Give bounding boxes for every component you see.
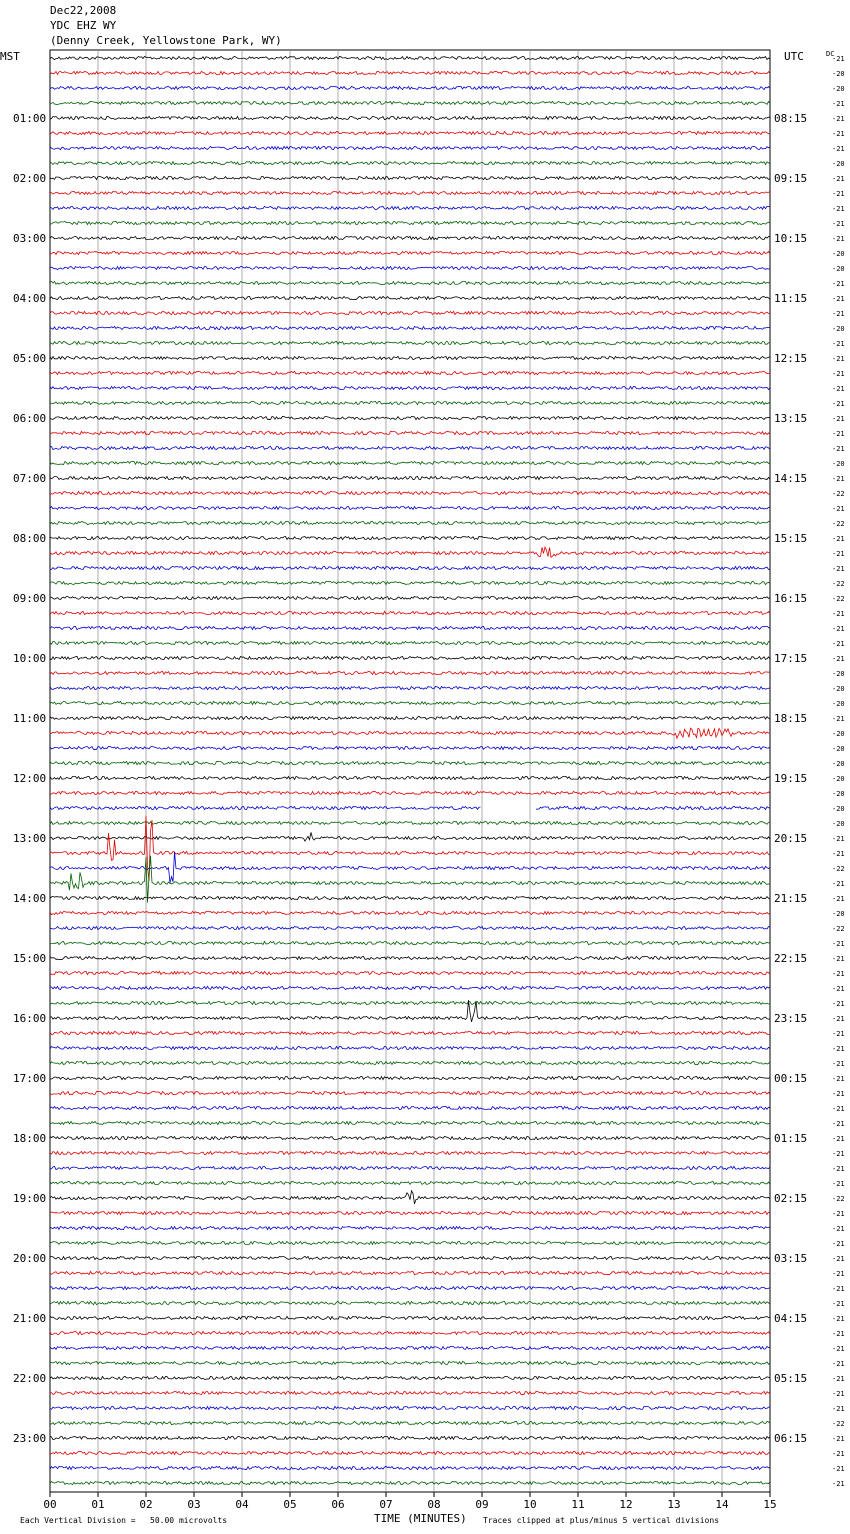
x-tick-label: 04 <box>235 1498 249 1511</box>
dc-offset-label: -21 <box>832 1285 845 1293</box>
left-hour-label: 19:00 <box>13 1192 47 1205</box>
dc-offset-label: -20 <box>832 250 845 258</box>
trace-row <box>50 1466 770 1469</box>
left-hour-label: 03:00 <box>13 232 47 245</box>
x-tick-label: 00 <box>43 1498 57 1511</box>
trace-row <box>50 71 770 74</box>
right-hour-label: 01:15 <box>774 1132 808 1145</box>
trace-row <box>50 656 770 659</box>
trace-row <box>50 1136 770 1139</box>
dc-offset-label: -22 <box>832 1195 845 1203</box>
trace-row <box>50 356 770 359</box>
x-tick-label: 07 <box>379 1498 393 1511</box>
trace-row <box>50 221 770 224</box>
trace-row <box>50 1286 770 1289</box>
dc-offset-label: -21 <box>832 370 845 378</box>
dc-offset-label: -21 <box>832 1000 845 1008</box>
trace-row <box>50 1391 770 1394</box>
trace-row <box>50 281 770 284</box>
right-hour-label: 22:15 <box>774 952 808 965</box>
dc-offset-label: -21 <box>832 1060 845 1068</box>
dc-offset-label: -21 <box>832 415 845 423</box>
dc-offset-label: -21 <box>832 130 845 138</box>
dc-offset-label: -21 <box>832 1435 845 1443</box>
dc-offset-label: -21 <box>832 1270 845 1278</box>
trace-row <box>50 1346 770 1349</box>
trace-row <box>50 1046 770 1049</box>
left-hour-label: 01:00 <box>13 112 47 125</box>
dc-offset-label: -21 <box>832 895 845 903</box>
x-tick-label: 11 <box>571 1498 585 1511</box>
trace-row <box>50 1226 770 1229</box>
trace-row <box>50 1091 770 1094</box>
trace-row <box>50 791 770 794</box>
dc-offset-label: -21 <box>832 115 845 123</box>
trace-row <box>50 401 770 404</box>
trace-row <box>50 296 770 299</box>
x-axis-label: TIME (MINUTES) <box>374 1512 467 1525</box>
trace-row <box>50 1061 770 1064</box>
trace-row <box>50 101 770 104</box>
dc-offset-label: -21 <box>832 1135 845 1143</box>
trace-row <box>50 311 770 314</box>
trace-row <box>50 832 770 841</box>
right-hour-label: 11:15 <box>774 292 808 305</box>
dc-offset-label: -21 <box>832 220 845 228</box>
dc-offset-label: -21 <box>832 295 845 303</box>
dc-offset-label: -20 <box>832 685 845 693</box>
dc-offset-label: -21 <box>832 1405 845 1413</box>
trace-row <box>50 566 770 569</box>
dc-offset-label: -22 <box>832 595 845 603</box>
dc-offset-label: -20 <box>832 775 845 783</box>
trace-row <box>50 251 770 254</box>
left-hour-label: 18:00 <box>13 1132 47 1145</box>
dc-offset-label: -22 <box>832 520 845 528</box>
trace-row <box>50 131 770 134</box>
dc-offset-label: -21 <box>832 1390 845 1398</box>
trace-row <box>50 1181 770 1184</box>
dc-offset-label: -21 <box>832 1480 845 1488</box>
dc-offset-label: -21 <box>832 1255 845 1263</box>
left-hour-label: 11:00 <box>13 712 47 725</box>
dc-offset-label: -21 <box>832 640 845 648</box>
trace-row <box>50 701 770 704</box>
trace-row <box>50 761 770 764</box>
dc-offset-label: -21 <box>832 235 845 243</box>
dc-offset-label: -20 <box>832 460 845 468</box>
dc-offset-label: -21 <box>832 1300 845 1308</box>
trace-row <box>50 1241 770 1244</box>
trace-row <box>50 1361 770 1364</box>
right-hour-label: 16:15 <box>774 592 808 605</box>
left-hour-label: 05:00 <box>13 352 47 365</box>
left-hour-label: 10:00 <box>13 652 47 665</box>
trace-row <box>50 821 770 824</box>
trace-row <box>50 956 770 959</box>
left-hour-label: 16:00 <box>13 1012 47 1025</box>
trace-row <box>50 776 770 779</box>
dc-offset-label: -21 <box>832 655 845 663</box>
trace-row <box>50 446 770 449</box>
trace-row <box>50 856 770 903</box>
dc-offset-label: -20 <box>832 805 845 813</box>
trace-row <box>50 746 770 749</box>
trace-row <box>50 986 770 989</box>
dc-offset-label: -21 <box>832 1360 845 1368</box>
right-hour-label: 15:15 <box>774 532 808 545</box>
right-timezone: UTC <box>784 50 804 63</box>
dc-offset-label: -21 <box>832 340 845 348</box>
dc-offset-label: -21 <box>832 1030 845 1038</box>
dc-offset-label: -22 <box>832 865 845 873</box>
trace-row <box>50 206 770 209</box>
dc-offset-label: -21 <box>832 1240 845 1248</box>
trace-row <box>50 1406 770 1409</box>
dc-offset-label: -21 <box>832 445 845 453</box>
left-hour-label: 23:00 <box>13 1432 47 1445</box>
trace-row <box>50 1271 770 1274</box>
trace-row <box>50 386 770 389</box>
dc-offset-label: -21 <box>832 1210 845 1218</box>
station-location: (Denny Creek, Yellowstone Park, WY) <box>50 34 282 47</box>
dc-offset-label: -21 <box>832 1015 845 1023</box>
x-tick-label: 09 <box>475 1498 489 1511</box>
right-hour-label: 14:15 <box>774 472 808 485</box>
left-hour-label: 07:00 <box>13 472 47 485</box>
left-hour-label: 12:00 <box>13 772 47 785</box>
right-hour-label: 19:15 <box>774 772 808 785</box>
left-hour-label: 22:00 <box>13 1372 47 1385</box>
right-hour-label: 08:15 <box>774 112 808 125</box>
trace-row <box>50 191 770 194</box>
dc-offset-label: -21 <box>832 1075 845 1083</box>
trace-row <box>50 461 770 464</box>
dc-offset-label: -20 <box>832 760 845 768</box>
right-hour-label: 13:15 <box>774 412 808 425</box>
left-hour-label: 09:00 <box>13 592 47 605</box>
dc-offset-label: -21 <box>832 940 845 948</box>
trace-row <box>50 596 770 599</box>
trace-row <box>50 1076 770 1079</box>
trace-row <box>50 146 770 149</box>
dc-offset-label: -20 <box>832 820 845 828</box>
dc-offset-label: -22 <box>832 1420 845 1428</box>
dc-offset-label: -21 <box>832 625 845 633</box>
trace-row <box>50 971 770 974</box>
trace-row <box>50 896 770 899</box>
clip-note: Traces clipped at plus/minus 5 vertical divisions <box>483 1516 720 1525</box>
trace-row <box>50 926 770 929</box>
trace-row <box>50 1211 770 1214</box>
dc-offset-label: -20 <box>832 910 845 918</box>
dc-offset-label: -21 <box>832 985 845 993</box>
trace-row <box>50 431 770 434</box>
dc-offset-label: -20 <box>832 325 845 333</box>
right-hour-label: 09:15 <box>774 172 808 185</box>
dc-offset-label: -21 <box>832 430 845 438</box>
dc-offset-label: -21 <box>832 1330 845 1338</box>
right-hour-label: 17:15 <box>774 652 808 665</box>
dc-offset-label: -21 <box>832 1345 845 1353</box>
trace-row <box>50 1001 770 1004</box>
trace-row <box>50 1436 770 1439</box>
dc-offset-label: -21 <box>832 505 845 513</box>
trace-row <box>50 1481 770 1484</box>
trace-row <box>50 1191 770 1204</box>
dc-offset-label: -21 <box>832 565 845 573</box>
dc-offset-label: -20 <box>832 745 845 753</box>
dc-offset-label: -21 <box>832 1120 845 1128</box>
trace-row <box>50 326 770 329</box>
x-tick-label: 02 <box>139 1498 153 1511</box>
left-timezone: MST <box>0 50 20 63</box>
right-hour-label: 21:15 <box>774 892 808 905</box>
trace-row <box>50 56 770 59</box>
left-hour-label: 20:00 <box>13 1252 47 1265</box>
trace-row <box>50 626 770 629</box>
dc-offset-label: -21 <box>832 610 845 618</box>
dc-offset-label: -21 <box>832 1180 845 1188</box>
dc-offset-label: -20 <box>832 670 845 678</box>
trace-row <box>50 1151 770 1154</box>
x-tick-label: 15 <box>763 1498 777 1511</box>
dc-offset-label: -21 <box>832 1225 845 1233</box>
x-tick-label: 06 <box>331 1498 345 1511</box>
right-hour-label: 23:15 <box>774 1012 808 1025</box>
dc-offset-label: -20 <box>832 160 845 168</box>
dc-offset-label: -21 <box>832 835 845 843</box>
trace-row <box>50 176 770 179</box>
left-hour-label: 14:00 <box>13 892 47 905</box>
dc-offset-label: -21 <box>832 955 845 963</box>
trace-row <box>50 416 770 419</box>
right-hour-label: 06:15 <box>774 1432 808 1445</box>
dc-offset-label: -21 <box>832 280 845 288</box>
trace-row <box>50 1421 770 1424</box>
trace-row <box>50 641 770 644</box>
x-tick-label: 03 <box>187 1498 201 1511</box>
dc-offset-header: DC <box>826 50 835 58</box>
dc-offset-label: -21 <box>832 550 845 558</box>
scale-note: Each Vertical Division = 50.00 microvolts <box>20 1516 228 1525</box>
x-tick-label: 08 <box>427 1498 441 1511</box>
trace-row <box>50 716 770 719</box>
dc-offset-label: -22 <box>832 925 845 933</box>
right-hour-label: 18:15 <box>774 712 808 725</box>
trace-row <box>50 116 770 119</box>
dc-offset-label: -20 <box>832 265 845 273</box>
dc-offset-label: -20 <box>832 700 845 708</box>
trace-row <box>50 371 770 374</box>
dc-offset-label: -21 <box>832 355 845 363</box>
dc-offset-label: -21 <box>832 1090 845 1098</box>
left-hour-label: 06:00 <box>13 412 47 425</box>
trace-row <box>50 161 770 164</box>
right-hour-label: 03:15 <box>774 1252 808 1265</box>
dc-offset-label: -21 <box>832 535 845 543</box>
dc-offset-label: -22 <box>832 490 845 498</box>
right-hour-label: 20:15 <box>774 832 808 845</box>
right-hour-label: 00:15 <box>774 1072 808 1085</box>
dc-offset-label: -22 <box>832 580 845 588</box>
trace-row <box>50 341 770 344</box>
right-hour-label: 04:15 <box>774 1312 808 1325</box>
trace-row <box>50 1121 770 1124</box>
trace-row <box>50 1256 770 1259</box>
dc-offset-label: -21 <box>832 715 845 723</box>
trace-row <box>50 816 770 881</box>
trace-row <box>50 1106 770 1109</box>
trace-row <box>50 728 770 738</box>
x-tick-label: 10 <box>523 1498 537 1511</box>
station-code: YDC EHZ WY <box>50 19 117 32</box>
trace-row <box>50 1376 770 1379</box>
left-hour-label: 02:00 <box>13 172 47 185</box>
dc-offset-label: -21 <box>832 475 845 483</box>
trace-row <box>50 491 770 494</box>
trace-row <box>50 521 770 524</box>
trace-row <box>50 236 770 239</box>
trace-row <box>50 1166 770 1169</box>
trace-row <box>50 852 770 883</box>
trace-row <box>50 86 770 89</box>
trace-row <box>50 266 770 269</box>
left-hour-label: 15:00 <box>13 952 47 965</box>
dc-offset-label: -21 <box>832 205 845 213</box>
dc-offset-label: -21 <box>832 400 845 408</box>
trace-row <box>50 536 770 539</box>
dc-offset-label: -21 <box>832 970 845 978</box>
dc-offset-label: -21 <box>832 310 845 318</box>
left-hour-label: 21:00 <box>13 1312 47 1325</box>
dc-offset-label: -21 <box>832 1165 845 1173</box>
trace-row <box>50 671 770 674</box>
right-hour-label: 02:15 <box>774 1192 808 1205</box>
dc-offset-label: -21 <box>832 880 845 888</box>
dc-offset-label: -21 <box>832 1150 845 1158</box>
dc-offset-label: -21 <box>832 190 845 198</box>
trace-row <box>50 1331 770 1334</box>
dc-offset-label: -21 <box>832 1315 845 1323</box>
left-hour-label: 04:00 <box>13 292 47 305</box>
trace-row <box>50 806 770 809</box>
dc-offset-label: -20 <box>832 790 845 798</box>
trace-row <box>50 911 770 914</box>
trace-row <box>50 1301 770 1304</box>
dc-offset-label: -21 <box>832 1105 845 1113</box>
x-tick-label: 13 <box>667 1498 681 1511</box>
trace-row <box>50 941 770 944</box>
dc-offset-label: -20 <box>832 70 845 78</box>
dc-offset-label: -20 <box>832 85 845 93</box>
left-hour-label: 08:00 <box>13 532 47 545</box>
trace-row <box>50 581 770 584</box>
dc-offset-label: -21 <box>832 850 845 858</box>
right-hour-label: 05:15 <box>774 1372 808 1385</box>
x-tick-label: 05 <box>283 1498 297 1511</box>
trace-row <box>50 1000 770 1022</box>
right-hour-label: 12:15 <box>774 352 808 365</box>
trace-row <box>50 611 770 614</box>
trace-row <box>50 1451 770 1454</box>
x-tick-label: 14 <box>715 1498 729 1511</box>
trace-row <box>50 686 770 689</box>
dc-offset-label: -21 <box>832 1450 845 1458</box>
dc-offset-label: -21 <box>832 385 845 393</box>
dc-offset-label: -21 <box>832 145 845 153</box>
dc-offset-label: -21 <box>832 1465 845 1473</box>
trace-row <box>50 506 770 509</box>
left-hour-label: 17:00 <box>13 1072 47 1085</box>
plot-date: Dec22,2008 <box>50 4 117 17</box>
dc-offset-label: -21 <box>832 55 845 63</box>
dc-offset-label: -21 <box>832 1375 845 1383</box>
trace-row <box>50 1031 770 1034</box>
left-hour-label: 13:00 <box>13 832 47 845</box>
dc-offset-label: -21 <box>832 100 845 108</box>
right-hour-label: 10:15 <box>774 232 808 245</box>
trace-row <box>50 1316 770 1319</box>
dc-offset-label: -21 <box>832 175 845 183</box>
x-tick-label: 12 <box>619 1498 633 1511</box>
dc-offset-label: -20 <box>832 730 845 738</box>
trace-row <box>50 547 770 557</box>
trace-row <box>50 476 770 479</box>
dc-offset-label: -21 <box>832 1045 845 1053</box>
x-tick-label: 01 <box>91 1498 105 1511</box>
